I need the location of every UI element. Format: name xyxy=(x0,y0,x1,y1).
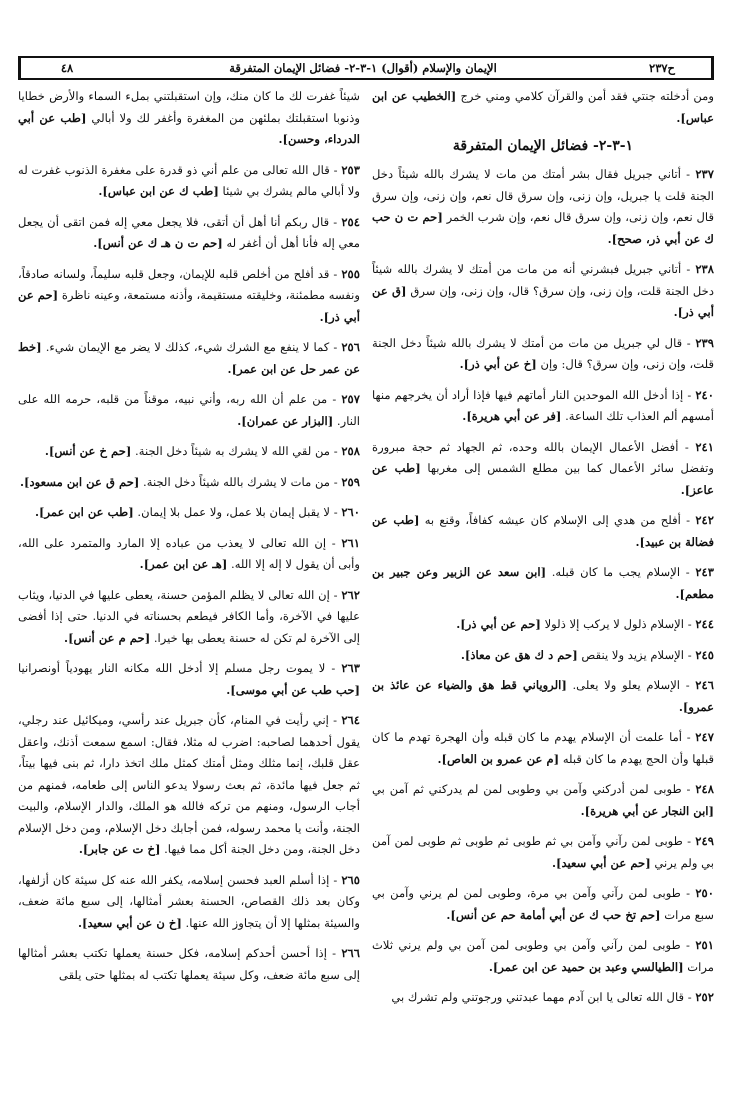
hadith-number: ٢٤٤ xyxy=(695,617,714,631)
hadith-text: أفضل الأعمال الإيمان بالله وحده، ثم الجهاد ثم حجة مبرورة وتفضل سائر الأعمال كما بين مطلع الشمس إلى مغربها xyxy=(372,439,715,475)
hadith-entry: ٢٤٨ - طوبى لمن أدركني وآمن بي وطوبى لمن لم يدركني ثم آمن بي [ابن النجار عن أبي هريرة]. xyxy=(372,782,715,818)
hadith-number: ٢٦٥ xyxy=(341,872,360,887)
hadith-entry: ٢٤٧ - أما علمت أن الإسلام يهدم ما كان قبله وأن الهجرة تهدم ما كان قبلها وأن الحج يهدم ما كان قبله [م عن عمرو بن العاص]. xyxy=(372,730,714,766)
left-entries xyxy=(18,160,360,987)
hadith-text: قال الله تعالى يا ابن آدم مهما عبدتني ورجوتني ولم تشرك بي xyxy=(391,990,685,1004)
hadith-entry: ٢٥٦ - كما لا ينفع مع الشرك شيء، كذلك لا يضر مع الإيمان شيء. [خط عن عمر حل عن ابن عمر]. xyxy=(18,340,360,376)
hadith-source: [خ ت عن جابر]. xyxy=(78,842,161,856)
hadith-text: أفلح من هدي إلى الإسلام كان عيشه كفافاً، وقنع به xyxy=(424,513,681,527)
hadith-source: [م عن عمرو بن العاص]. xyxy=(437,751,560,766)
left-column xyxy=(18,86,360,1098)
hadith-source: [ابن سعد عن الزبير وعن جبير بن مطعم]. xyxy=(372,565,714,601)
hadith-number: ٢٥٣ xyxy=(341,162,360,177)
continuation-text xyxy=(18,86,360,151)
hadith-text: إذا أدخل الله الموحدين النار أماتهم فيها فإذا أراد أن يخرجهم منها أمسهم ألم العذاب تلك الساعة. xyxy=(372,387,714,423)
continuation-body: ومن أدخلته جنتي فقد أمن والقرآن كلامي ومني خرج xyxy=(460,89,714,103)
hadith-number: ٢٤٩ xyxy=(695,834,714,848)
hadith-text: لا يقبل إيمان بلا عمل، ولا عمل بلا إيمان. xyxy=(137,505,331,519)
hadith-entry: ٢٥٣ - قال الله تعالى من علم أني ذو قدرة على مغفرة الذنوب غفرت له ولا أبالي مالم يشرك بي شيئا [طب ك عن ابن عباس]. xyxy=(18,162,360,198)
hadith-number: ٢٦١ xyxy=(341,535,360,550)
hadith-entry: ٢٤١ - أفضل الأعمال الإيمان بالله وحده، ثم الجهاد ثم حجة مبرورة وتفضل سائر الأعمال كما بين مطلع الشمس إلى مغربها [طب عن عاعز]. xyxy=(372,439,715,497)
hadith-text: إني رأيت في المنام، كأن جبريل عند رأسي، وميكائيل عند رجلي، يقول أحدهما لصاحبه: اضرب له مثلا، فقال: اسمع سمعت أذنك، واعقل عقل قلبك، إنما مثلك ومثل أمتك كمثل ملك اتخذ دارا، ثم بنى فيها بيتاً، ثم جعل فيها مائدة، ثم بعث رسولا يدعو الناس إلى طعامه، فمنهم من أجاب الرسول، ومنهم من تركه فالله هو الملك، والدار الإسلام، والبيت الجنة، وأنت يا محمد رسوله، فمن أجابك دخل الإسلام، ومن دخل الإسلام دخل الجنة، ومن دخل الجنة أكل مما فيها. xyxy=(18,713,360,856)
hadith-number: ٢٦٢ xyxy=(341,587,361,602)
hadith-number: ٢٦٠ xyxy=(341,505,360,519)
hadith-number: ٢٥١ xyxy=(695,938,714,952)
hadith-source: [خ عن أبي ذر]. xyxy=(459,357,537,371)
hadith-text: من علم أن الله ربه، وأني نبيه، موقناً من قلبه، حرمه الله على النار. xyxy=(18,392,360,428)
hadith-entry: ٢٦٠ - لا يقبل إيمان بلا عمل، ولا عمل بلا إيمان. [طب عن ابن عمر]. xyxy=(34,505,360,519)
hadith-text: قال لي جبريل من مات من أمتك لا يشرك بالله شيئاً دخل الجنة قلت، وإن زنى، وإن سرق؟ قال: وإن xyxy=(372,335,714,371)
hadith-source: [حم م عن أنس]. xyxy=(64,630,151,645)
hadith-entry: ٢٦٢ - إن الله تعالى لا يظلم المؤمن حسنة، يعطى عليها في الدنيا، ويثاب عليها في الآخرة، وأما الكافر فيطعم بحسناته في الدنيا. حتى إذا أفضى إلى الآخرة لم تكن له حسنة يعطى بها خيرا. [حم م عن أنس]. xyxy=(18,587,361,645)
hadith-number: ٢٣٨ xyxy=(695,262,715,276)
hadith-source: [طب عن عاعز]. xyxy=(372,461,714,497)
hadith-text: كما لا ينفع مع الشرك شيء، كذلك لا يضر مع الإيمان شيء. xyxy=(45,340,330,354)
hadith-source: [حم تخ حب ك عن أبي أمامة حم عن أنس]. xyxy=(446,907,661,922)
volume-ref: ح٢٣٧ xyxy=(613,58,712,78)
section-title: ١-٣-٢- فضائل الإيمان المتفرقة xyxy=(452,138,634,154)
hadith-entry: ٢٦٥ - إذا أسلم العبد فحسن إسلامه، يكفر الله عنه كل سيئة كان أزلفها، وكان بعد ذلك القصاص، الحسنة بعشر أمثالها، إلى سبع مائة ضعف، والسيئة بمثلها إلا أن يتجاوز الله عنها. [خ ن عن أبي سعيد]. xyxy=(18,872,360,930)
hadith-text: طوبى لمن رآني وآمن بي ثم طوبى ثم طوبى ثم طوبى لمن آمن بي ولم يرني xyxy=(372,834,714,870)
hadith-source: [حم ت ن حب ك عن أبي ذر، صحح]. xyxy=(372,210,714,246)
hadith-source: [خط عن عمر حل عن ابن عمر]. xyxy=(18,340,360,376)
right-entries xyxy=(372,164,714,1009)
columns xyxy=(18,86,714,1098)
hadith-source: [خ ن عن أبي سعيد]. xyxy=(77,915,182,930)
hadith-source: [طب عن فضالة بن عبيد]. xyxy=(372,513,714,549)
hadith-entry: ٢٦١ - إن الله تعالى لا يعذب من عباده إلا المارد والمتمرد على الله، وأبى أن يقول لا إله إلا الله. [هـ عن ابن عمر]. xyxy=(18,535,360,571)
hadith-number: ٢٣٩ xyxy=(695,335,714,350)
hadith-source: [حم عن أبي سعيد]. xyxy=(551,855,651,870)
hadith-text: طوبى لمن رآني وآمن بي مرة، وطوبى لمن لم يرني وآمن بي سبع مرات xyxy=(372,886,714,922)
header-title: الإيمان والإسلام (أقوال) ١-٣-٢- فضائل الإيمان المتفرقة xyxy=(229,61,497,75)
hadith-text: إذا أحسن أحدكم إسلامه، فكل حسنة يعملها تكتب بعشر أمثالها إلى سبع مائة ضعف، وكل سيئة يعملها تكتب له بمثلها حتى يلقى xyxy=(18,946,360,982)
hadith-number: ٢٥٥ xyxy=(341,266,360,281)
hadith-source: [حم ق عن ابن مسعود]. xyxy=(20,474,140,489)
hadith-text: طوبى لمن أدركني وآمن بي وطوبى لمن لم يدركني ثم آمن بي xyxy=(372,782,682,796)
hadith-source: [فر عن أبي هريرة]. xyxy=(462,409,562,423)
hadith-number: ٢٤٥ xyxy=(695,647,714,662)
hadith-entry: ٢٤٤ - الإسلام ذلول لا يركب إلا ذلولا [حم عن أبي ذر]. xyxy=(456,617,714,631)
hadith-entry: ٢٦٤ - إني رأيت في المنام، كأن جبريل عند رأسي، وميكائيل عند رجلي، يقول أحدهما لصاحبه: اضرب له مثلا، فقال: اسمع سمعت أذنك، واعقل عقل قلبك، إنما مثلك ومثل أمتك كمثل ملك اتخذ دارا، ثم بنى فيها بيتاً، ثم جعل فيها مائدة، ثم بعث رسولا يدعو الناس إلى طعامه، فمنهم من أجاب الرسول، ومنهم من تركه فالله هو الملك، والدار الإسلام، والبيت الجنة، وأنت يا محمد رسوله، فمن أجابك دخل الإسلام، ومن دخل الإسلام دخل الجنة، ومن دخل الجنة أكل مما فيها. [خ ت عن جابر]. xyxy=(18,713,360,856)
hadith-number: ٢٤٢ xyxy=(695,513,714,527)
hadith-text: إن الله تعالى لا يعذب من عباده إلا المارد والمتمرد على الله، وأبى أن يقول لا إله إلا الله. xyxy=(18,535,360,571)
hadith-entry: ٢٥٩ - من مات لا يشرك بالله شيئاً دخل الجنة. [حم ق عن ابن مسعود]. xyxy=(20,474,360,489)
hadith-number: ٢٥٢ xyxy=(695,990,714,1004)
hadith-entry: ٢٤٣ - الإسلام يجب ما كان قبله. [ابن سعد عن الزبير وعن جبير بن مطعم]. xyxy=(372,565,714,601)
hadith-text: الإسلام يعلو ولا يعلى. xyxy=(572,678,681,692)
hadith-text: أما علمت أن الإسلام يهدم ما كان قبله وأن الهجرة تهدم ما كان قبلها وأن الحج يهدم ما كان قبله xyxy=(372,730,714,766)
hadith-source: [حم خ عن أنس]. xyxy=(44,444,132,458)
hadith-source: [ابن النجار عن أبي هريرة]. xyxy=(580,803,714,818)
hadith-entry: ٢٣٩ - قال لي جبريل من مات من أمتك لا يشرك بالله شيئاً دخل الجنة قلت، وإن زنى، وإن سرق؟ قال: وإن [خ عن أبي ذر]. xyxy=(372,335,714,371)
hadith-text: طوبى لمن رآني وآمن بي وطوبى لمن آمن بي ولم يرني ثلاث مرات xyxy=(372,938,714,974)
hadith-number: ٢٦٤ xyxy=(341,713,360,727)
hadith-source: [ق عن أبي ذر]. xyxy=(372,283,714,319)
hadith-number: ٢٤٠ xyxy=(695,387,714,402)
hadith-entry: ٢٣٨ - أتاني جبريل فبشرني أنه من مات من أمتك لا يشرك بالله شيئاً دخل الجنة قلت، وإن زنى، وإن سرق؟ قال، وإن زنى، وإن سرق [ق عن أبي ذر]. xyxy=(372,262,715,319)
hadith-text: إذا أسلم العبد فحسن إسلامه، يكفر الله عنه كل سيئة كان أزلفها، وكان بعد ذلك القصاص، الحسنة بعشر أمثالها، إلى سبع مائة ضعف، والسيئة بمثلها إلا أن يتجاوز الله عنها. xyxy=(18,872,360,930)
hadith-number: ٢٤١ xyxy=(695,439,714,454)
hadith-number: ٢٤٨ xyxy=(695,782,715,796)
hadith-entry: ٢٥٥ - قد أفلح من أخلص قلبه للإيمان، وجعل قلبه سليماً، ولسانه صادقاً، ونفسه مطمئنة، وخليقته مستقيمة، وأذنه مستمعة، وعينه ناظرة [حم عن أبي ذر]. xyxy=(18,266,360,324)
hadith-entry: ٢٥٤ - قال ربكم أنا أهل أن أتقى، فلا يجعل معي إله فمن اتقى أن يجعل معي إله فأنا أهل أن أغفر له [حم ت ن هـ ك عن أنس]. xyxy=(18,214,360,250)
hadith-number: ٢٥٧ xyxy=(341,392,361,406)
hadith-source: [الروياني قط هق والضياء عن عائذ بن عمرو]. xyxy=(372,678,714,714)
hadith-entry: ٢٥٧ - من علم أن الله ربه، وأني نبيه، موقناً من قلبه، حرمه الله على النار. [البزار عن عمران]. xyxy=(18,392,361,428)
continuation-source: [طب عن أبي الدرداء، وحسن]. xyxy=(18,110,360,146)
hadith-number: ٢٣٧ xyxy=(695,167,714,181)
hadith-number: ٢٤٦ xyxy=(695,678,714,692)
running-header xyxy=(18,56,714,80)
hadith-number: ٢٥٤ xyxy=(341,214,360,229)
hadith-number: ٢٤٧ xyxy=(695,730,714,744)
hadith-source: [حم ت ن هـ ك عن أنس]. xyxy=(93,236,223,250)
hadith-entry: ٢٥٨ - من لقي الله لا يشرك به شيئاً دخل الجنة. [حم خ عن أنس]. xyxy=(44,444,360,458)
hadith-source: [حب طب عن أبي موسى]. xyxy=(226,682,360,697)
hadith-number: ٢٦٣ xyxy=(341,661,360,675)
hadith-source: [حم عن أبي ذر]. xyxy=(18,288,360,324)
hadith-text: الإسلام يجب ما كان قبله. xyxy=(551,565,681,579)
right-column xyxy=(372,86,714,1098)
hadith-entry: ٢٤٢ - أفلح من هدي إلى الإسلام كان عيشه كفافاً، وقنع به [طب عن فضالة بن عبيد]. xyxy=(372,513,714,549)
hadith-text: لا يموت رجل مسلم إلا أدخل الله مكانه النار يهودياً أونصرانيا xyxy=(18,661,326,675)
hadith-text: من مات لا يشرك بالله شيئاً دخل الجنة. xyxy=(143,474,331,489)
hadith-source: [حم د ك هق عن معاذ]. xyxy=(460,647,578,662)
hadith-text: إن الله تعالى لا يظلم المؤمن حسنة، يعطى عليها في الدنيا، ويثاب عليها في الآخرة، وأما الكافر فيطعم بحسناته في الدنيا. حتى إذا أفضى إلى الآخرة لم تكن له حسنة يعطى بها خيرا. xyxy=(18,587,360,645)
hadith-entry: ٢٥٠ - طوبى لمن رآني وآمن بي مرة، وطوبى لمن لم يرني وآمن بي سبع مرات [حم تخ حب ك عن أبي أمامة حم عن أنس]. xyxy=(372,886,714,922)
hadith-source: [طب عن ابن عمر]. xyxy=(34,505,134,519)
hadith-source: [البزار عن عمران]. xyxy=(237,413,334,428)
hadith-entry: ٢٥٢ - قال الله تعالى يا ابن آدم مهما عبدتني ورجوتني ولم تشرك بي xyxy=(391,990,714,1004)
hadith-text: الإسلام يزيد ولا ينقص xyxy=(581,647,685,662)
continuation-text xyxy=(372,86,714,129)
hadith-text: قال الله تعالى من علم أني ذو قدرة على مغفرة الذنوب غفرت له ولا أبالي مالم يشرك بي شيئا xyxy=(18,162,360,198)
hadith-entry: ٢٤٥ - الإسلام يزيد ولا ينقص [حم د ك هق عن معاذ]. xyxy=(460,647,714,662)
hadith-number: ٢٦٦ xyxy=(341,946,360,960)
hadith-number: ٢٥٨ xyxy=(341,444,360,458)
hadith-number: ٢٤٣ xyxy=(695,565,714,579)
hadith-entry: ٢٣٧ - أتاني جبريل فقال بشر أمتك من مات لا يشرك بالله شيئاً دخل الجنة قلت يا جبريل، وإن زنى، وإن سرق قال نعم، وإن زنى، وإن سرق قال نعم، وإن زنى، وإن سرق قال نعم، وإن شرب الخمر [حم ت ن حب ك عن أبي ذر، صحح]. xyxy=(372,167,715,246)
hadith-text: من لقي الله لا يشرك به شيئاً دخل الجنة. xyxy=(135,444,331,458)
continuation-body: شيئاً غفرت لك ما كان منك، وإن استقبلتني بملء السماء والأرض خطايا وذنوبا استقبلتك بملئهن من المغفرة وأغفر لك ولا أبالي xyxy=(18,89,361,125)
hadith-text: أتاني جبريل فبشرني أنه من مات من أمتك لا يشرك بالله شيئاً دخل الجنة قلت، وإن زنى، وإن سرق؟ قال، وإن زنى، وإن سرق xyxy=(372,262,715,298)
hadith-source: [حم عن أبي ذر]. xyxy=(456,617,541,631)
hadith-entry: ٢٤٩ - طوبى لمن رآني وآمن بي ثم طوبى ثم طوبى ثم طوبى لمن آمن بي ولم يرني [حم عن أبي سعيد]. xyxy=(372,834,714,870)
hadith-entry: ٢٦٦ - إذا أحسن أحدكم إسلامه، فكل حسنة يعملها تكتب بعشر أمثالها إلى سبع مائة ضعف، وكل سيئة يعملها تكتب له بمثلها حتى يلقى xyxy=(18,946,360,982)
hadith-number: ٢٥٩ xyxy=(341,474,360,489)
hadith-text: الإسلام ذلول لا يركب إلا ذلولا xyxy=(544,617,685,631)
hadith-text: قد أفلح من أخلص قلبه للإيمان، وجعل قلبه سليماً، ولسانه صادقاً، ونفسه مطمئنة، وخليقته مستقيمة، وأذنه مستمعة، وعينه ناظرة xyxy=(18,266,360,302)
hadith-text: قال ربكم أنا أهل أن أتقى، فلا يجعل معي إله فمن اتقى أن يجعل معي إله فأنا أهل أن أغفر له xyxy=(18,214,360,250)
continuation-source: [الخطيب عن ابن عباس]. xyxy=(372,89,714,125)
hadith-entry: ٢٦٣ - لا يموت رجل مسلم إلا أدخل الله مكانه النار يهودياً أونصرانيا [حب طب عن أبي موسى]. xyxy=(18,661,360,697)
hadith-entry: ٢٥١ - طوبى لمن رآني وآمن بي وطوبى لمن آمن بي ولم يرني ثلاث مرات [الطيالسي وعبد بن حميد عن ابن عمر]. xyxy=(372,938,714,974)
hadith-source: [الطيالسي وعبد بن حميد عن ابن عمر]. xyxy=(488,959,684,974)
hadith-number: ٢٥٦ xyxy=(341,340,360,354)
hadith-entry: ٢٤٦ - الإسلام يعلو ولا يعلى. [الروياني قط هق والضياء عن عائذ بن عمرو]. xyxy=(372,678,714,714)
page-number: ٤٨ xyxy=(20,58,113,78)
hadith-number: ٢٥٠ xyxy=(695,886,714,900)
hadith-source: [طب ك عن ابن عباس]. xyxy=(98,184,219,198)
hadith-entry: ٢٤٠ - إذا أدخل الله الموحدين النار أماتهم فيها فإذا أراد أن يخرجهم منها أمسهم ألم العذاب تلك الساعة. [فر عن أبي هريرة]. xyxy=(372,387,714,423)
hadith-text: أتاني جبريل فقال بشر أمتك من مات لا يشرك بالله شيئاً دخل الجنة قلت يا جبريل، وإن زنى، وإن سرق قال نعم، وإن زنى، وإن سرق قال نعم، وإن زنى، وإن سرق قال نعم، وإن شرب الخمر xyxy=(372,167,715,224)
hadith-source: [هـ عن ابن عمر]. xyxy=(139,557,228,571)
